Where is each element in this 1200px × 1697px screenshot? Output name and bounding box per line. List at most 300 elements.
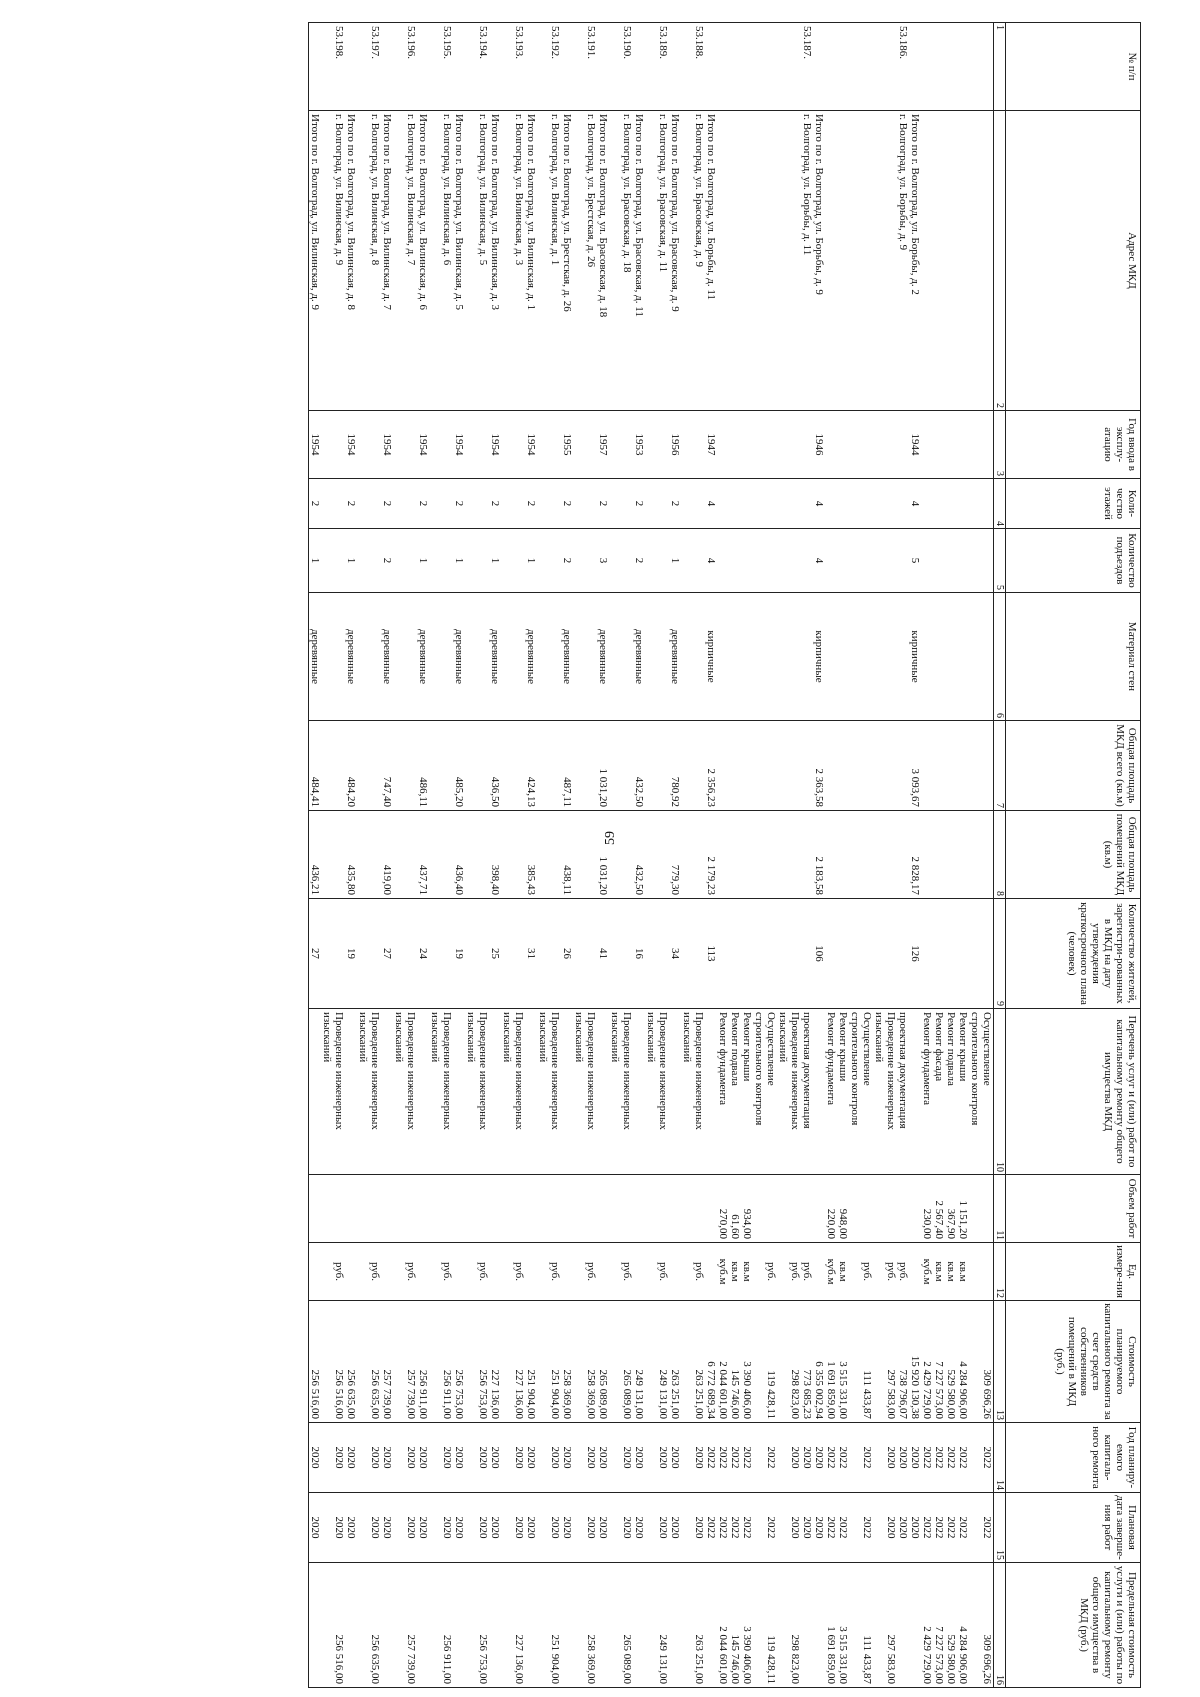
table-cell: 24 bbox=[417, 899, 429, 1009]
table-cell bbox=[633, 23, 645, 111]
table-cell: 2 356,23 bbox=[705, 721, 717, 811]
table-cell bbox=[453, 1563, 465, 1688]
column-number: 16 bbox=[994, 1563, 1006, 1688]
table-cell bbox=[681, 479, 693, 529]
table-cell bbox=[381, 1563, 393, 1688]
table-cell: Итого по г. Волгоград, ул. Вилинская, д. 6 bbox=[417, 111, 429, 411]
table-row bbox=[357, 23, 369, 1688]
table-cell: 2 bbox=[453, 479, 465, 529]
table-row bbox=[825, 23, 837, 1688]
table-cell bbox=[969, 899, 981, 1009]
table-cell: 2022 bbox=[861, 1493, 873, 1563]
table-cell: 53.192. bbox=[549, 23, 561, 111]
table-cell bbox=[357, 479, 369, 529]
table-cell: 2020 bbox=[669, 1493, 681, 1563]
table-cell: 256 635,00 bbox=[369, 1301, 381, 1423]
table-cell: изысканий bbox=[609, 1009, 621, 1175]
table-cell: 1 691 859,00 bbox=[825, 1301, 837, 1423]
table-cell bbox=[573, 1301, 585, 1423]
table-cell: 773 685,23 bbox=[801, 1301, 813, 1423]
table-cell: Осуществление bbox=[981, 1009, 994, 1175]
table-cell bbox=[441, 529, 453, 593]
table-cell: 2020 bbox=[813, 1423, 825, 1493]
table-cell bbox=[405, 1175, 417, 1243]
table-cell bbox=[789, 111, 801, 411]
table-cell: 265 089,00 bbox=[621, 1563, 633, 1688]
table-cell bbox=[981, 23, 994, 111]
table-cell bbox=[453, 23, 465, 111]
table-cell: 119 428,11 bbox=[765, 1301, 777, 1423]
table-cell bbox=[789, 899, 801, 1009]
table-row bbox=[729, 23, 741, 1688]
table-cell bbox=[765, 899, 777, 1009]
table-cell bbox=[681, 1493, 693, 1563]
table-cell bbox=[693, 811, 705, 899]
table-cell: 2 bbox=[669, 479, 681, 529]
table-cell bbox=[801, 811, 813, 899]
table-cell bbox=[861, 111, 873, 411]
column-number: 7 bbox=[994, 721, 1006, 811]
table-cell bbox=[693, 1175, 705, 1243]
table-cell bbox=[873, 721, 885, 811]
table-cell bbox=[681, 23, 693, 111]
table-cell bbox=[765, 411, 777, 479]
table-cell: 145 746,00 bbox=[729, 1301, 741, 1423]
table-cell bbox=[333, 529, 345, 593]
table-cell: Итого по г. Волгоград, ул. Борьбы, д. 11 bbox=[705, 111, 717, 411]
table-cell bbox=[501, 1563, 513, 1688]
table-cell bbox=[873, 593, 885, 721]
table-cell: 25 bbox=[489, 899, 501, 1009]
table-cell bbox=[573, 1243, 585, 1301]
table-cell bbox=[441, 1175, 453, 1243]
table-cell: 2 044 601,00 bbox=[717, 1301, 729, 1423]
table-cell bbox=[849, 1301, 861, 1423]
table-cell: деревянные bbox=[381, 593, 393, 721]
table-cell bbox=[681, 411, 693, 479]
table-cell bbox=[669, 1009, 681, 1175]
table-cell: г. Волгоград, ул. Вилинская, д. 1 bbox=[549, 111, 561, 411]
table-cell: 2022 bbox=[981, 1423, 994, 1493]
table-cell bbox=[921, 899, 933, 1009]
table-cell: 2020 bbox=[897, 1423, 909, 1493]
table-cell: г. Волгоград, ул. Вилинская, д. 5 bbox=[477, 111, 489, 411]
table-cell bbox=[657, 529, 669, 593]
table-cell: изысканий bbox=[573, 1009, 585, 1175]
table-cell bbox=[717, 111, 729, 411]
table-cell bbox=[321, 811, 333, 899]
table-cell: 2022 bbox=[921, 1423, 933, 1493]
table-row bbox=[321, 23, 333, 1688]
table-cell bbox=[681, 1301, 693, 1423]
table-cell bbox=[621, 593, 633, 721]
table-cell bbox=[477, 411, 489, 479]
table-cell: 258 369,00 bbox=[585, 1301, 597, 1423]
table-cell bbox=[933, 111, 945, 411]
table-cell: 2022 bbox=[705, 1423, 717, 1493]
table-cell: 2022 bbox=[729, 1493, 741, 1563]
table-cell bbox=[333, 593, 345, 721]
table-cell bbox=[753, 23, 765, 111]
table-cell: 436,50 bbox=[489, 721, 501, 811]
table-cell bbox=[969, 23, 981, 111]
table-cell bbox=[645, 111, 657, 411]
table-cell bbox=[597, 1009, 609, 1175]
table-cell bbox=[585, 899, 597, 1009]
table-row bbox=[513, 23, 525, 1688]
table-cell: 2022 bbox=[717, 1493, 729, 1563]
table-cell bbox=[393, 811, 405, 899]
table-cell bbox=[597, 1563, 609, 1688]
table-cell bbox=[405, 411, 417, 479]
table-cell bbox=[753, 593, 765, 721]
table-cell: 438,11 bbox=[561, 811, 573, 899]
table-cell bbox=[561, 1009, 573, 1175]
table-cell: кв.м bbox=[837, 1243, 849, 1301]
table-cell bbox=[921, 111, 933, 411]
table-row bbox=[477, 23, 489, 1688]
column-number: 15 bbox=[994, 1493, 1006, 1563]
table-cell bbox=[549, 721, 561, 811]
table-cell bbox=[945, 811, 957, 899]
table-cell: 220,00 bbox=[825, 1175, 837, 1243]
table-cell: 2022 bbox=[861, 1423, 873, 1493]
table-cell: г. Волгоград, ул. Брасовская, д. 18 bbox=[621, 111, 633, 411]
table-cell bbox=[525, 23, 537, 111]
table-cell bbox=[573, 1563, 585, 1688]
table-cell bbox=[369, 721, 381, 811]
table-cell bbox=[573, 479, 585, 529]
table-cell bbox=[573, 23, 585, 111]
table-cell bbox=[657, 721, 669, 811]
table-cell: 2020 bbox=[309, 1423, 322, 1493]
table-cell bbox=[681, 899, 693, 1009]
table-cell: изысканий bbox=[501, 1009, 513, 1175]
table-cell bbox=[765, 23, 777, 111]
table-cell bbox=[741, 899, 753, 1009]
table-cell bbox=[405, 593, 417, 721]
table-row bbox=[381, 23, 393, 1688]
table-cell bbox=[777, 23, 789, 111]
table-cell: кирпичные bbox=[813, 593, 825, 721]
table-cell: руб. bbox=[405, 1243, 417, 1301]
table-row bbox=[489, 23, 501, 1688]
table-cell bbox=[705, 1243, 717, 1301]
table-cell: 298 823,00 bbox=[789, 1301, 801, 1423]
table-cell: 1 bbox=[453, 529, 465, 593]
table-row bbox=[885, 23, 897, 1688]
table-cell bbox=[429, 899, 441, 1009]
table-cell bbox=[813, 23, 825, 111]
table-row bbox=[549, 23, 561, 1688]
table-cell bbox=[729, 111, 741, 411]
table-cell bbox=[537, 411, 549, 479]
table-cell: руб. bbox=[693, 1243, 705, 1301]
table-cell bbox=[909, 1175, 921, 1243]
table-cell bbox=[777, 479, 789, 529]
table-cell bbox=[585, 593, 597, 721]
table-row bbox=[909, 23, 921, 1688]
table-row bbox=[621, 23, 633, 1688]
table-cell bbox=[369, 899, 381, 1009]
table-cell bbox=[933, 411, 945, 479]
table-cell: 1 bbox=[417, 529, 429, 593]
table-cell bbox=[933, 899, 945, 1009]
table-cell bbox=[609, 529, 621, 593]
table-cell bbox=[957, 529, 969, 593]
table-cell bbox=[681, 811, 693, 899]
table-cell bbox=[657, 411, 669, 479]
table-cell bbox=[645, 479, 657, 529]
table-cell bbox=[309, 1009, 322, 1175]
table-cell: 1954 bbox=[381, 411, 393, 479]
table-cell: 2 183,58 bbox=[813, 811, 825, 899]
table-cell bbox=[861, 23, 873, 111]
table-row bbox=[681, 23, 693, 1688]
table-row bbox=[417, 23, 429, 1688]
table-cell bbox=[921, 23, 933, 111]
table-cell: 249 131,00 bbox=[657, 1301, 669, 1423]
table-cell: 2020 bbox=[909, 1423, 921, 1493]
table-cell: строительного контроля bbox=[849, 1009, 861, 1175]
table-row bbox=[441, 23, 453, 1688]
table-cell bbox=[405, 721, 417, 811]
table-cell: 251 904,00 bbox=[549, 1563, 561, 1688]
table-cell: руб. bbox=[897, 1243, 909, 1301]
table-cell: руб. bbox=[513, 1243, 525, 1301]
table-cell bbox=[573, 721, 585, 811]
table-cell bbox=[729, 811, 741, 899]
table-cell: 2020 bbox=[453, 1493, 465, 1563]
table-cell: 256 516,00 bbox=[309, 1301, 322, 1423]
table-cell bbox=[753, 1175, 765, 1243]
table-cell: 485,20 bbox=[453, 721, 465, 811]
table-cell bbox=[525, 1563, 537, 1688]
table-cell bbox=[789, 593, 801, 721]
table-cell: 2 bbox=[345, 479, 357, 529]
table-cell bbox=[753, 479, 765, 529]
table-cell bbox=[885, 1175, 897, 1243]
table-cell bbox=[981, 899, 994, 1009]
table-cell: 436,40 bbox=[453, 811, 465, 899]
table-cell bbox=[969, 1175, 981, 1243]
table-cell bbox=[741, 721, 753, 811]
table-cell: г. Волгоград, ул. Борьбы, д. 11 bbox=[801, 111, 813, 411]
table-cell: 2020 bbox=[369, 1493, 381, 1563]
table-cell: 2020 bbox=[369, 1423, 381, 1493]
table-cell: 432,50 bbox=[633, 811, 645, 899]
table-cell: Проведение инженерных bbox=[885, 1009, 897, 1175]
table-cell bbox=[393, 1423, 405, 1493]
table-cell bbox=[621, 529, 633, 593]
table-cell bbox=[645, 23, 657, 111]
table-cell: 2020 bbox=[885, 1423, 897, 1493]
table-cell bbox=[873, 1563, 885, 1688]
table-cell bbox=[441, 479, 453, 529]
table-cell bbox=[609, 23, 621, 111]
table-cell bbox=[729, 593, 741, 721]
table-cell bbox=[429, 529, 441, 593]
table-cell bbox=[309, 1175, 322, 1243]
table-cell bbox=[945, 479, 957, 529]
table-cell: 6 355 002,94 bbox=[813, 1301, 825, 1423]
table-cell bbox=[609, 1563, 621, 1688]
table-cell: Итого по г. Волгоград, ул. Вилинская, д. 7 bbox=[381, 111, 393, 411]
table-cell bbox=[765, 593, 777, 721]
table-cell: Итого по г. Волгоград, ул. Вилинская, д. 8 bbox=[345, 111, 357, 411]
table-cell: 1954 bbox=[453, 411, 465, 479]
table-cell: руб. bbox=[657, 1243, 669, 1301]
table-cell bbox=[465, 593, 477, 721]
table-cell: 2020 bbox=[549, 1423, 561, 1493]
table-cell: Итого по г. Волгоград, ул. Вилинская, д. 9 bbox=[309, 111, 322, 411]
table-cell bbox=[837, 111, 849, 411]
table-cell: строительного контроля bbox=[753, 1009, 765, 1175]
table-cell: 4 bbox=[909, 479, 921, 529]
table-cell bbox=[585, 411, 597, 479]
table-cell bbox=[981, 1175, 994, 1243]
table-cell bbox=[969, 479, 981, 529]
table-cell: 738 796,07 bbox=[897, 1301, 909, 1423]
table-cell bbox=[885, 411, 897, 479]
table-cell bbox=[813, 1009, 825, 1175]
table-cell bbox=[717, 479, 729, 529]
table-cell: Проведение инженерных bbox=[513, 1009, 525, 1175]
table-cell: 2020 bbox=[477, 1423, 489, 1493]
table-cell bbox=[369, 593, 381, 721]
table-cell: 249 131,00 bbox=[657, 1563, 669, 1688]
column-number: 8 bbox=[994, 811, 1006, 899]
table-cell bbox=[837, 23, 849, 111]
table-cell bbox=[621, 1175, 633, 1243]
table-row bbox=[765, 23, 777, 1688]
table-cell: 2020 bbox=[693, 1423, 705, 1493]
table-cell: 2022 bbox=[825, 1423, 837, 1493]
table-cell bbox=[513, 529, 525, 593]
table-cell bbox=[873, 811, 885, 899]
table-cell: г. Волгоград, ул. Брестская, д. 26 bbox=[585, 111, 597, 411]
table-cell: 2020 bbox=[621, 1493, 633, 1563]
table-cell bbox=[369, 479, 381, 529]
table-cell bbox=[429, 1175, 441, 1243]
table-cell bbox=[897, 721, 909, 811]
table-cell bbox=[849, 721, 861, 811]
table-cell bbox=[837, 593, 849, 721]
table-cell bbox=[681, 721, 693, 811]
table-cell: кв.м bbox=[741, 1243, 753, 1301]
table-cell bbox=[717, 411, 729, 479]
table-cell: 53.198. bbox=[333, 23, 345, 111]
table-cell bbox=[861, 593, 873, 721]
table-cell bbox=[885, 23, 897, 111]
table-cell: деревянные bbox=[633, 593, 645, 721]
table-cell: 1954 bbox=[489, 411, 501, 479]
table-cell bbox=[897, 1563, 909, 1688]
table-cell bbox=[393, 411, 405, 479]
table-cell bbox=[609, 811, 621, 899]
table-row bbox=[393, 23, 405, 1688]
table-cell: куб.м bbox=[921, 1243, 933, 1301]
table-cell bbox=[873, 111, 885, 411]
table-cell bbox=[981, 593, 994, 721]
table-cell: изысканий bbox=[429, 1009, 441, 1175]
table-cell: кв.м bbox=[729, 1243, 741, 1301]
table-cell: 2020 bbox=[657, 1423, 669, 1493]
table-cell: Ремонт крыши bbox=[957, 1009, 969, 1175]
table-cell bbox=[681, 593, 693, 721]
table-cell bbox=[729, 411, 741, 479]
table-cell bbox=[981, 111, 994, 411]
table-cell bbox=[513, 411, 525, 479]
table-cell bbox=[657, 1175, 669, 1243]
table-cell bbox=[321, 1493, 333, 1563]
table-cell bbox=[465, 111, 477, 411]
table-cell bbox=[801, 1175, 813, 1243]
table-cell bbox=[921, 411, 933, 479]
table-cell: 256 753,00 bbox=[453, 1301, 465, 1423]
table-row bbox=[693, 23, 705, 1688]
table-cell: куб.м bbox=[825, 1243, 837, 1301]
rotated-page-content bbox=[51, 22, 1141, 1687]
table-cell bbox=[477, 811, 489, 899]
table-cell bbox=[825, 811, 837, 899]
table-cell bbox=[717, 811, 729, 899]
table-cell: изысканий bbox=[357, 1009, 369, 1175]
repair-plan-table bbox=[308, 22, 1141, 1688]
table-cell: руб. bbox=[765, 1243, 777, 1301]
column-number: 2 bbox=[994, 111, 1006, 411]
table-cell bbox=[861, 721, 873, 811]
table-cell bbox=[717, 23, 729, 111]
table-cell bbox=[321, 479, 333, 529]
table-cell bbox=[501, 1175, 513, 1243]
table-cell: 256 911,00 bbox=[441, 1301, 453, 1423]
table-row bbox=[705, 23, 717, 1688]
table-cell: 2020 bbox=[381, 1493, 393, 1563]
table-cell: 4 284 906,00 bbox=[957, 1563, 969, 1688]
table-cell bbox=[489, 1243, 501, 1301]
table-cell bbox=[849, 1175, 861, 1243]
table-cell bbox=[477, 593, 489, 721]
table-cell bbox=[537, 899, 549, 1009]
table-cell: 398,40 bbox=[489, 811, 501, 899]
table-cell bbox=[873, 411, 885, 479]
table-cell: 484,20 bbox=[345, 721, 357, 811]
table-row bbox=[609, 23, 621, 1688]
table-cell bbox=[981, 721, 994, 811]
table-cell bbox=[465, 1301, 477, 1423]
table-cell bbox=[453, 1009, 465, 1175]
table-cell bbox=[741, 811, 753, 899]
table-cell: 1946 bbox=[813, 411, 825, 479]
table-cell: 4 bbox=[813, 479, 825, 529]
table-cell bbox=[825, 411, 837, 479]
table-cell: 367,90 bbox=[945, 1175, 957, 1243]
table-cell: 256 753,00 bbox=[477, 1301, 489, 1423]
table-row bbox=[789, 23, 801, 1688]
table-cell: 256 516,00 bbox=[333, 1563, 345, 1688]
table-cell bbox=[621, 811, 633, 899]
table-row bbox=[753, 23, 765, 1688]
table-cell bbox=[873, 1243, 885, 1301]
table-cell bbox=[357, 111, 369, 411]
table-cell: 263 251,00 bbox=[669, 1301, 681, 1423]
table-cell bbox=[429, 411, 441, 479]
table-cell: Проведение инженерных bbox=[549, 1009, 561, 1175]
table-cell bbox=[633, 1009, 645, 1175]
table-cell: 2 bbox=[561, 529, 573, 593]
table-cell bbox=[909, 1009, 921, 1175]
